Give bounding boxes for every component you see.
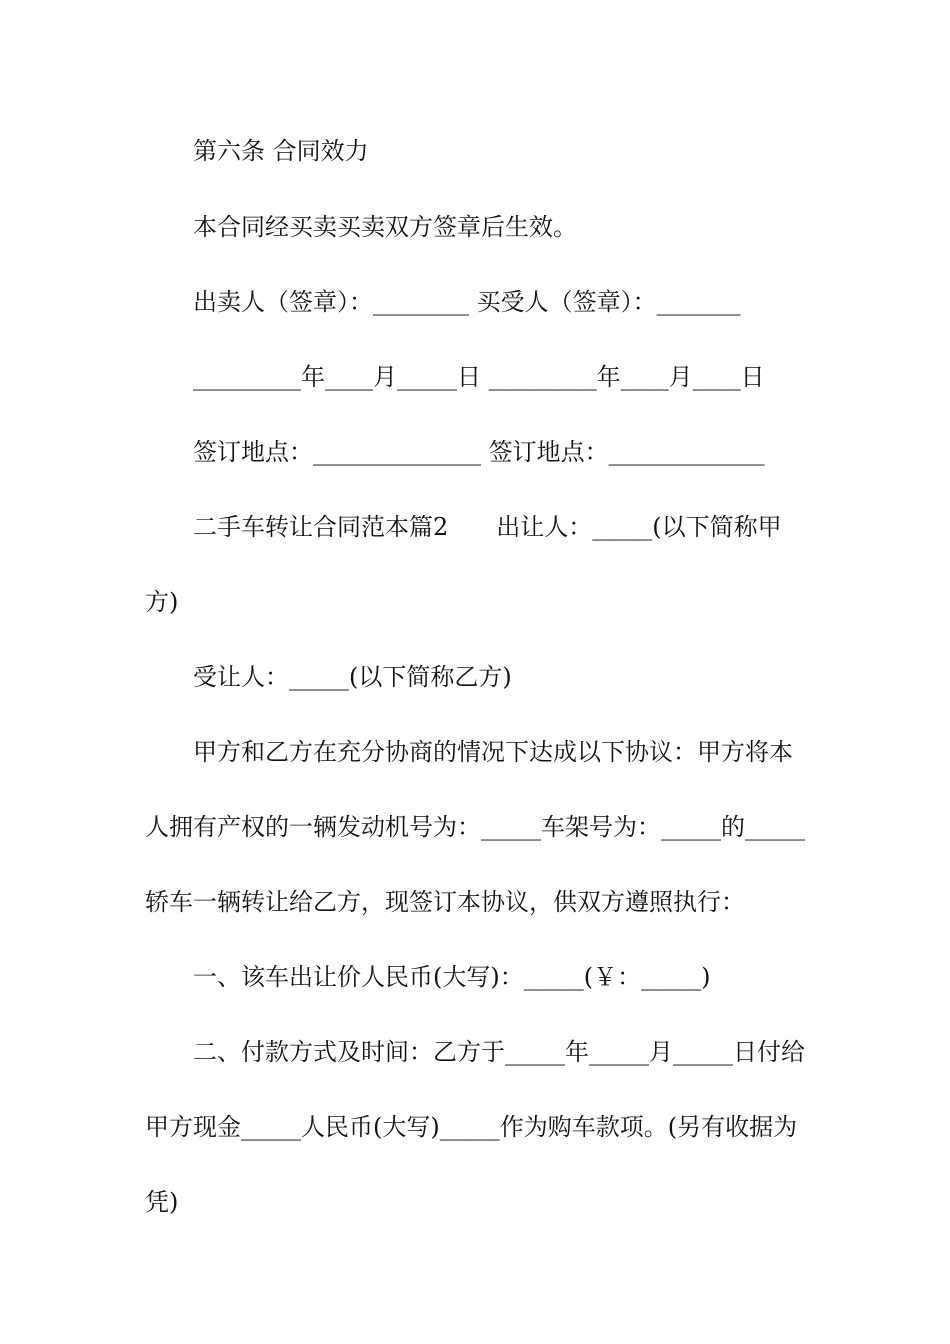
- signature-line: 出卖人（签章）：________ 买受人（签章）：_______: [193, 288, 741, 316]
- article-heading: 第六条 合同效力: [193, 137, 369, 165]
- paragraph: 受让人：_____(以下简称乙方): [193, 663, 512, 691]
- paragraph-continuation: 轿车一辆转让给乙方，现签订本协议，供双方遵照执行：: [145, 888, 745, 916]
- paragraph-continuation: 方): [145, 588, 179, 616]
- paragraph-continuation: 凭): [145, 1188, 179, 1216]
- clause-payment: 二、付款方式及时间：乙方于_____年_____月_____日付给: [193, 1038, 805, 1066]
- clause-price: 一、该车出让价人民币(大写)：_____(￥：_____): [193, 963, 711, 991]
- date-line: _________年____月_____日 _________年____月____日: [193, 363, 765, 391]
- paragraph: 本合同经买卖买卖双方签章后生效。: [193, 213, 577, 241]
- paragraph-continuation: 人拥有产权的一辆发动机号为：_____车架号为：_____的_____: [145, 813, 805, 841]
- paragraph: 甲方和乙方在充分协商的情况下达成以下协议：甲方将本: [193, 738, 793, 766]
- paragraph-continuation: 甲方现金_____人民币(大写)_____作为购车款项。(另有收据为: [145, 1113, 798, 1141]
- signing-place-line: 签订地点：______________ 签订地点：_____________: [193, 438, 765, 466]
- paragraph: 二手车转让合同范本篇2 出让人：_____(以下简称甲: [193, 513, 782, 541]
